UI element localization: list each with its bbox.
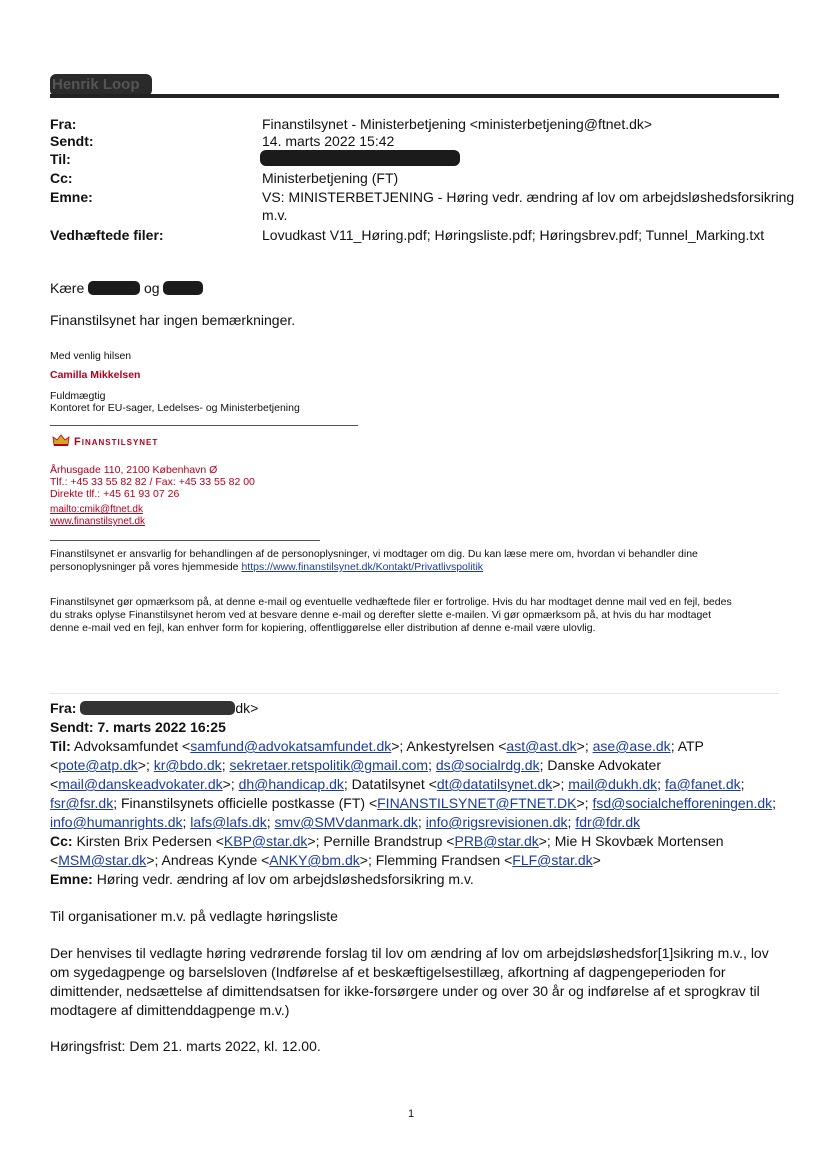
signature-regards: Med venlig hilsen bbox=[50, 350, 132, 362]
greeting-start: Kære bbox=[50, 280, 85, 296]
to-text: ; bbox=[567, 814, 576, 830]
email-link[interactable]: sekretaer.retspolitik@gmail.com bbox=[229, 757, 429, 773]
signature-title: Fuldmægtig bbox=[50, 390, 106, 402]
cc-value: Ministerbetjening (FT) bbox=[262, 170, 399, 186]
forward-sent-label: Sendt: bbox=[50, 719, 94, 735]
forward-subject-label: Emne: bbox=[50, 871, 93, 887]
org-crown-icon bbox=[52, 433, 70, 452]
cc-text: > bbox=[592, 852, 601, 868]
sent-value: 14. marts 2022 15:42 bbox=[262, 133, 395, 149]
cc-text: < bbox=[50, 852, 59, 868]
email-link[interactable]: mail@danskeadvokater.dk bbox=[58, 776, 223, 792]
attachments-value: Lovudkast V11_Høring.pdf; Høringsliste.pdf; Høringsbrev.pdf; Tunnel_Marking.txt bbox=[262, 227, 765, 243]
to-text: ; Datatilsynet < bbox=[343, 776, 437, 792]
forward-para-line1: Der henvises til vedlagte høring vedrørende forslag til lov om ændring af lov om arbejdsløshedsfor[1]sikring m.v., lov bbox=[50, 945, 769, 961]
signature-rule bbox=[50, 425, 358, 426]
forward-from-tail: dk> bbox=[235, 700, 259, 716]
to-text: ; Danske Advokater bbox=[539, 757, 661, 773]
signature-name: Camilla Mikkelsen bbox=[50, 369, 141, 381]
forward-to-line2 bbox=[50, 756, 780, 775]
subject-value-line1: VS: MINISTERBETJENING - Høring vedr. ændring af lov om arbejdsløshedsforsikring bbox=[262, 189, 795, 205]
to-text: < bbox=[50, 757, 59, 773]
email-link[interactable]: ast@ast.dk bbox=[506, 738, 577, 754]
to-text: >; Ankestyrelsen < bbox=[391, 738, 507, 754]
page-number: 1 bbox=[408, 1108, 415, 1120]
signature-web[interactable]: www.finanstilsynet.dk bbox=[50, 516, 146, 527]
forward-para-line4: modtagere af dimittenddagpenge m.v.) bbox=[50, 1002, 290, 1018]
forward-subject-value: Høring vedr. ændring af lov om arbejdsløshedsforsikring m.v. bbox=[96, 871, 474, 887]
privacy-line2 bbox=[50, 561, 790, 574]
to-text: ; bbox=[221, 757, 230, 773]
to-text: ; ATP bbox=[670, 738, 704, 754]
subject-label: Emne: bbox=[50, 189, 93, 205]
forward-para-line2: om sygedagpenge og barselsloven (Indførelse af et beskæftigelsestillæg, afkortning af dagpengeperioden for bbox=[50, 964, 726, 980]
attachments-label: Vedhæftede filer: bbox=[50, 227, 164, 243]
email-link[interactable]: lafs@lafs.dk bbox=[190, 814, 267, 830]
confidential-line1: Finanstilsynet gør opmærksom på, at denne e-mail og eventuelle vedhæftede filer er fortrolige. Hvis du har modtaget denne mail ved en fejl, bedes bbox=[50, 596, 732, 608]
to-text: ; bbox=[772, 795, 777, 811]
confidential-line2: du straks oplyse Finanstilsynet herom ved at besvare denne e-mail og derefter slette e-mailen. Vi gør opmærksom på, at hvis du har modtaget bbox=[50, 609, 712, 621]
forward-from-label: Fra: bbox=[50, 700, 77, 716]
forward-to-line5 bbox=[50, 813, 780, 832]
to-label: Til: bbox=[50, 151, 71, 167]
email-link[interactable]: MSM@star.dk bbox=[58, 852, 147, 868]
greeting-and: og bbox=[144, 280, 160, 296]
forward-to-line4 bbox=[50, 794, 780, 813]
sender-name: Henrik Loop bbox=[52, 76, 140, 93]
to-text: ; Finanstilsynets officielle postkasse (FT) < bbox=[113, 795, 378, 811]
to-text: ; bbox=[182, 814, 191, 830]
to-text: ; bbox=[417, 814, 426, 830]
email-link[interactable]: ase@ase.dk bbox=[592, 738, 671, 754]
email-link[interactable]: FLF@star.dk bbox=[512, 852, 593, 868]
forward-para-line3: dimittender, nedsættelse af dimittendsatsen for ikke-forsørgere under og over 30 år og indførelse af et sprogkrav til bbox=[50, 983, 760, 999]
email-link[interactable]: kr@bdo.dk bbox=[153, 757, 222, 773]
signature-direct: Direkte tlf.: +45 61 93 07 26 bbox=[50, 488, 180, 500]
to-text: Advoksamfundet < bbox=[73, 738, 191, 754]
forward-to-line3 bbox=[50, 775, 780, 794]
forward-sent bbox=[50, 718, 780, 737]
email-link[interactable]: dt@datatilsynet.dk bbox=[436, 776, 553, 792]
email-link[interactable]: KBP@star.dk bbox=[223, 833, 308, 849]
email-link[interactable]: samfund@advokatsamfundet.dk bbox=[190, 738, 392, 754]
email-link[interactable]: dh@handicap.dk bbox=[238, 776, 344, 792]
forward-from-redacted bbox=[80, 701, 235, 715]
forward-deadline: Høringsfrist: Dem 21. marts 2022, kl. 12.00. bbox=[50, 1038, 321, 1054]
greeting bbox=[50, 280, 203, 296]
to-text: >; bbox=[576, 738, 593, 754]
email-link[interactable]: info@rigsrevisionen.dk bbox=[425, 814, 568, 830]
cc-text: >; Pernille Brandstrup < bbox=[307, 833, 455, 849]
email-link[interactable]: smv@SMVdanmark.dk bbox=[274, 814, 418, 830]
forward-to-line1 bbox=[50, 737, 780, 756]
forward-intro: Til organisationer m.v. på vedlagte høringsliste bbox=[50, 908, 338, 924]
to-value-redacted bbox=[260, 150, 460, 166]
cc-text: >; Mie H Skovbæk Mortensen bbox=[538, 833, 724, 849]
forward-separator bbox=[50, 693, 779, 694]
privacy-line2-text: personoplysninger på vores hjemmeside bbox=[50, 561, 239, 573]
confidential-line3: denne e-mail ved en fejl, kan enhver form for kopiering, offentliggørelse eller distribution af denne e-mail være ulovlig. bbox=[50, 622, 596, 634]
cc-text: >; Flemming Frandsen < bbox=[359, 852, 513, 868]
cc-label: Cc: bbox=[50, 170, 73, 186]
email-link[interactable]: fa@fanet.dk bbox=[664, 776, 741, 792]
signature-mailto[interactable]: mailto:cmik@ftnet.dk bbox=[50, 504, 143, 515]
message: Finanstilsynet har ingen bemærkninger. bbox=[50, 312, 296, 328]
cc-text: >; Andreas Kynde < bbox=[146, 852, 270, 868]
privacy-link[interactable]: https://www.finanstilsynet.dk/Kontakt/Privatlivspolitik bbox=[241, 561, 484, 573]
to-text: < bbox=[50, 776, 59, 792]
forward-sent-value: 7. marts 2022 16:25 bbox=[97, 719, 226, 735]
header-rule bbox=[50, 94, 779, 98]
email-link[interactable]: ANKY@bm.dk bbox=[269, 852, 360, 868]
to-text: >; bbox=[552, 776, 569, 792]
to-text: ; bbox=[740, 776, 745, 792]
privacy-notice bbox=[50, 548, 790, 574]
to-text: ; bbox=[428, 757, 436, 773]
to-text: >; bbox=[137, 757, 154, 773]
signature-phone: Tlf.: +45 33 55 82 82 / Fax: +45 33 55 82 00 bbox=[50, 476, 255, 488]
signature-department: Kontoret for EU-sager, Ledelses- og Ministerbetjening bbox=[50, 402, 300, 414]
email-link[interactable]: ds@socialrdg.dk bbox=[435, 757, 540, 773]
email-link[interactable]: mail@dukh.dk bbox=[568, 776, 658, 792]
forward-subject bbox=[50, 870, 780, 889]
forward-paragraph bbox=[50, 944, 780, 1020]
to-text: ; bbox=[657, 776, 665, 792]
email-link[interactable]: info@humanrights.dk bbox=[50, 814, 183, 830]
signature-address: Århusgade 110, 2100 København Ø bbox=[50, 464, 218, 476]
forward-from bbox=[50, 699, 780, 718]
email-link[interactable]: fsd@socialchefforeningen.dk bbox=[592, 795, 773, 811]
from-value: Finanstilsynet - Ministerbetjening <ministerbetjening@ftnet.dk> bbox=[262, 116, 653, 132]
privacy-line1: Finanstilsynet er ansvarlig for behandlingen af de personoplysninger, vi modtager om dig. Du kan læse mere om, hvordan vi behandler dine bbox=[50, 548, 698, 560]
signature-rule-2 bbox=[50, 540, 320, 541]
sent-label: Sendt: bbox=[50, 133, 94, 149]
to-text: ; bbox=[266, 814, 275, 830]
email-link[interactable]: fdr@fdr.dk bbox=[575, 814, 641, 830]
email-link[interactable]: FINANSTILSYNET@FTNET.DK bbox=[377, 795, 577, 811]
email-link[interactable]: pote@atp.dk bbox=[58, 757, 138, 773]
forward-to-label: Til: bbox=[50, 738, 71, 754]
to-text: >; bbox=[576, 795, 593, 811]
forward-cc-label: Cc: bbox=[50, 833, 73, 849]
to-text: >; bbox=[222, 776, 239, 792]
email-link[interactable]: PRB@star.dk bbox=[454, 833, 539, 849]
org-name: Finanstilsynet bbox=[74, 436, 159, 448]
greeting-redacted-2 bbox=[163, 281, 203, 295]
greeting-redacted-1 bbox=[88, 281, 140, 295]
forward-cc-line2 bbox=[50, 851, 780, 870]
from-label: Fra: bbox=[50, 116, 77, 132]
forward-cc-line1 bbox=[50, 832, 780, 851]
email-link[interactable]: fsr@fsr.dk bbox=[50, 795, 114, 811]
subject-value-line2: m.v. bbox=[262, 207, 288, 223]
cc-text: Kirsten Brix Pedersen < bbox=[76, 833, 224, 849]
confidentiality-notice bbox=[50, 596, 790, 635]
